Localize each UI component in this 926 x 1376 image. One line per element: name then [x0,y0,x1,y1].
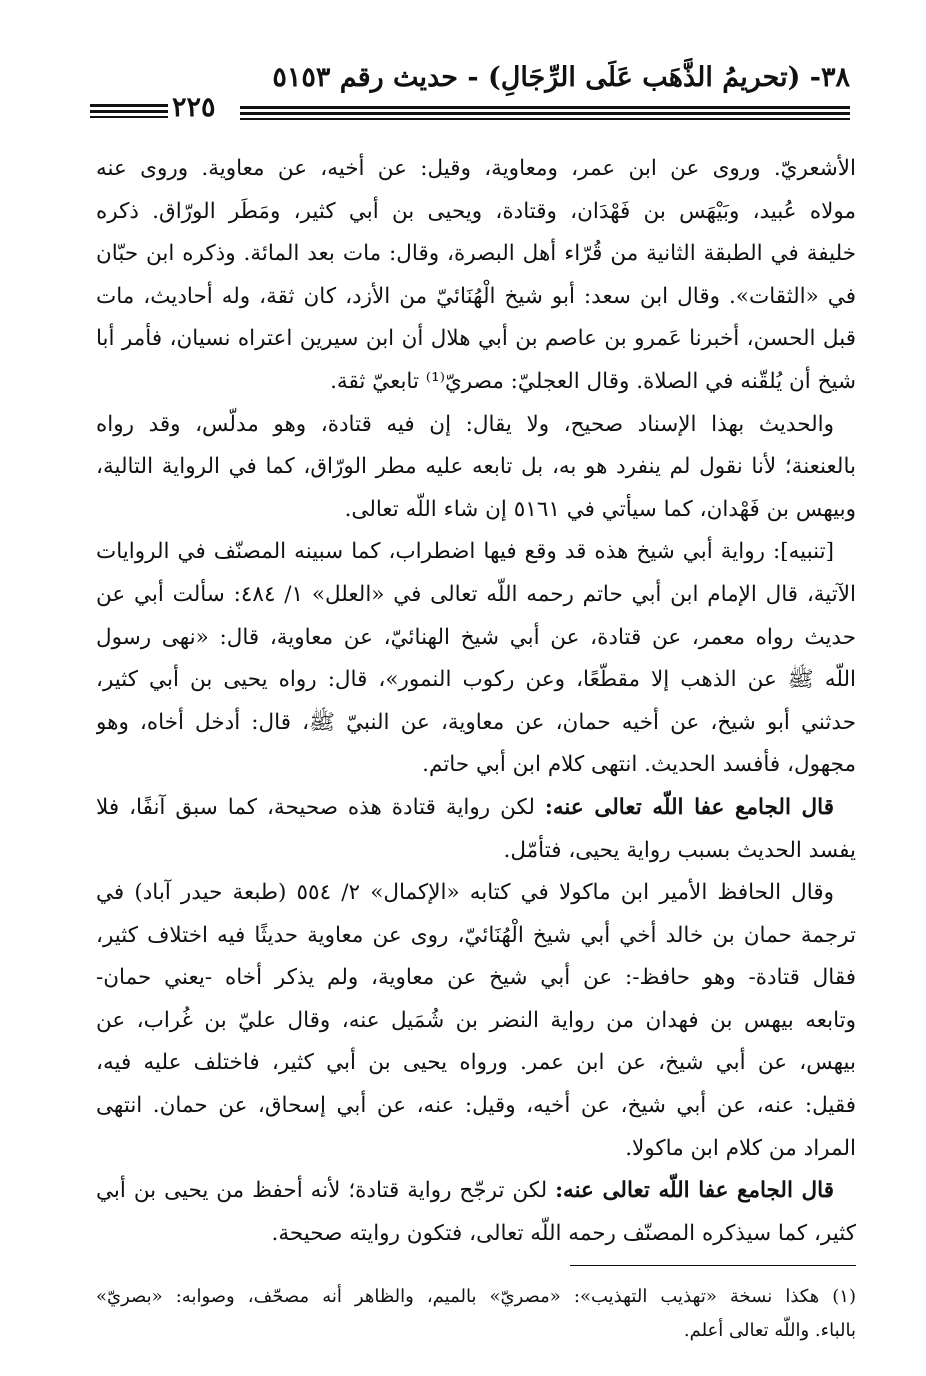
header-title: ٣٨- (تحريمُ الذَّهَب عَلَى الرِّجَالِ) - حديث رقم ٥١٥٣ [272,62,850,93]
line-text: فقال قتادة- وهو حافظ-: عن أبي شيخ عن معاوية، ولم يذكر أخاه -يعني حمان- [96,965,856,991]
line-text: ترجمة حمان بن خالد أخي أبي شيخ الْهُنَائيّ، روى عن معاوية حديثًا فيه اختلاف كثير، [96,922,856,948]
line-text: كثير، كما سيذكره المصنّف رحمه اللّه تعالى، فتكون روايته صحيحة. [271,1220,856,1246]
header-rule-right [240,106,850,120]
text-line [96,1213,856,1256]
text-line [96,830,856,873]
line-text: يفسد الحديث بسبب رواية يحيى، فتأمّل. [503,837,856,863]
line-text: لكن ترجّح رواية قتادة؛ لأنه أحفظ من يحيى بن أبي [96,1178,556,1204]
text-line [96,1000,856,1043]
line-text: مولاه عُبيد، وبَيْهَس بن فَهْدَان، وقتادة، ويحيى بن أبي كثير، ومَطَر الورّاق. ذكره [96,198,856,224]
text-line [96,617,856,660]
page-number: ٢٢٥ [172,92,216,123]
text-line [96,531,856,574]
line-text: [تنبيه]: رواية أبي شيخ هذه قد وقع فيها اضطراب، كما سبينه المصنّف في الروايات [96,539,834,565]
text-line [96,148,856,191]
line-text: اللّه ﷺ عن الذهب إلا مقطّعًا، وعن ركوب النمور»، قال: رواه يحيى بن أبي كثير، [96,667,856,693]
paragraph [96,531,856,787]
text-line [96,659,856,702]
bold-lead: قال الجامع عفا اللّه تعالى عنه: [544,794,834,820]
paragraph [96,148,856,404]
footnotes [96,1280,856,1348]
text-line [96,872,856,915]
text-line [96,1128,856,1171]
text-line [96,361,856,404]
line-text: حدثني أبو شيخ، عن أخيه حمان، عن معاوية، عن النبيّ ﷺ، قال: أدخل أخاه، وهو [96,709,856,735]
paragraph [96,787,856,872]
text-line [96,787,856,830]
text-line [96,1170,856,1213]
line-text: حديث رواه معمر، عن قتادة، عن أبي شيخ الهنائيّ، عن معاوية، قال: «نهى رسول [96,624,856,650]
line-text: فقيل: عنه، عن أبي شيخ، عن أخيه، وقيل: عنه، عن أبي إسحاق، عن حمان. انتهى [96,1093,856,1119]
line-text: شيخ أن يُلقّنه في الصلاة. وقال العجليّ: مصريّ⁽¹⁾ تابعيّ ثقة. [330,368,856,394]
line-text: قبل الحسن، أخبرنا عَمرو بن عاصم بن أبي هلال أن ابن سيرين اعتراه نسيان، فأمر أبا [96,326,856,352]
line-text: الأشعريّ. وروى عن ابن عمر، ومعاوية، وقيل: عن أخيه، عن معاوية. وروى عنه [96,156,856,181]
line-text: والحديث بهذا الإسناد صحيح، ولا يقال: إن فيه قتادة، وهو مدلّس، وقد رواه [96,411,834,437]
text-line [96,744,856,787]
line-text: بيهس، عن أبي شيخ، عن ابن عمر. ورواه يحيى بن أبي كثير، فاختلف عليه فيه، [96,1050,856,1076]
text-line [96,1085,856,1128]
text-line [96,574,856,617]
line-text: لكن رواية قتادة هذه صحيحة، كما سبق آنفًا، فلا [96,794,545,820]
line-text: الآتية، قال الإمام ابن أبي حاتم رحمه اللّه تعالى في «العلل» ١/ ٤٨٤: سألت أبي عن [96,581,856,607]
line-text: المراد من كلام ابن ماكولا. [625,1135,856,1161]
line-text: خليفة في الطبقة الثانية من قُرّاء أهل البصرة، وقال: مات بعد المائة. وذكره ابن حبّان [96,241,856,267]
line-text: وتابعه بيهس بن فهدان من رواية النضر بن شُمَيل عنه، وقال عليّ بن غُراب، عن [96,1007,856,1033]
paragraph [96,872,856,1170]
main-text [96,148,856,1255]
text-line [96,957,856,1000]
text-line [96,276,856,319]
line-text: في «الثقات». وقال ابن سعد: أبو شيخ الْهُنَائيّ من الأزد، كان ثقة، وله أحاديث، مات [96,283,856,309]
text-line [96,489,856,532]
text-line [96,1042,856,1085]
text-line [96,191,856,234]
header-rule-left [90,104,168,118]
paragraph [96,404,856,532]
text-line [96,404,856,447]
line-text: وقال الحافظ الأمير ابن ماكولا في كتابه «الإكمال» ٢/ ٥٥٤ (طبعة حيدر آباد) في [96,880,835,906]
bold-lead: قال الجامع عفا اللّه تعالى عنه: [555,1178,834,1204]
text-line [96,446,856,489]
footnote-separator [570,1265,856,1266]
footnote-line: (١) هكذا نسخة «تهذيب التهذيب»: «مصريّ» بالميم، والظاهر أنه مصحّف، وصوابه: «بصريّ» [96,1286,856,1307]
text-line [96,915,856,958]
text-line [96,318,856,361]
text-line [96,233,856,276]
line-text: بالعنعنة؛ لأنا نقول لم ينفرد هو به، بل تابعه عليه مطر الورّاق، كما في الرواية التالية، [96,454,856,480]
text-line [96,702,856,745]
paragraph [96,1170,856,1255]
line-text: مجهول، فأفسد الحديث. انتهى كلام ابن أبي حاتم. [422,752,856,778]
line-text: وبيهس بن فَهْدان، كما سيأتي في ٥١٦١ إن شاء اللّه تعالى. [344,496,856,522]
footnote-line: بالباء. واللّه تعالى أعلم. [683,1320,856,1341]
page-header [90,62,850,132]
